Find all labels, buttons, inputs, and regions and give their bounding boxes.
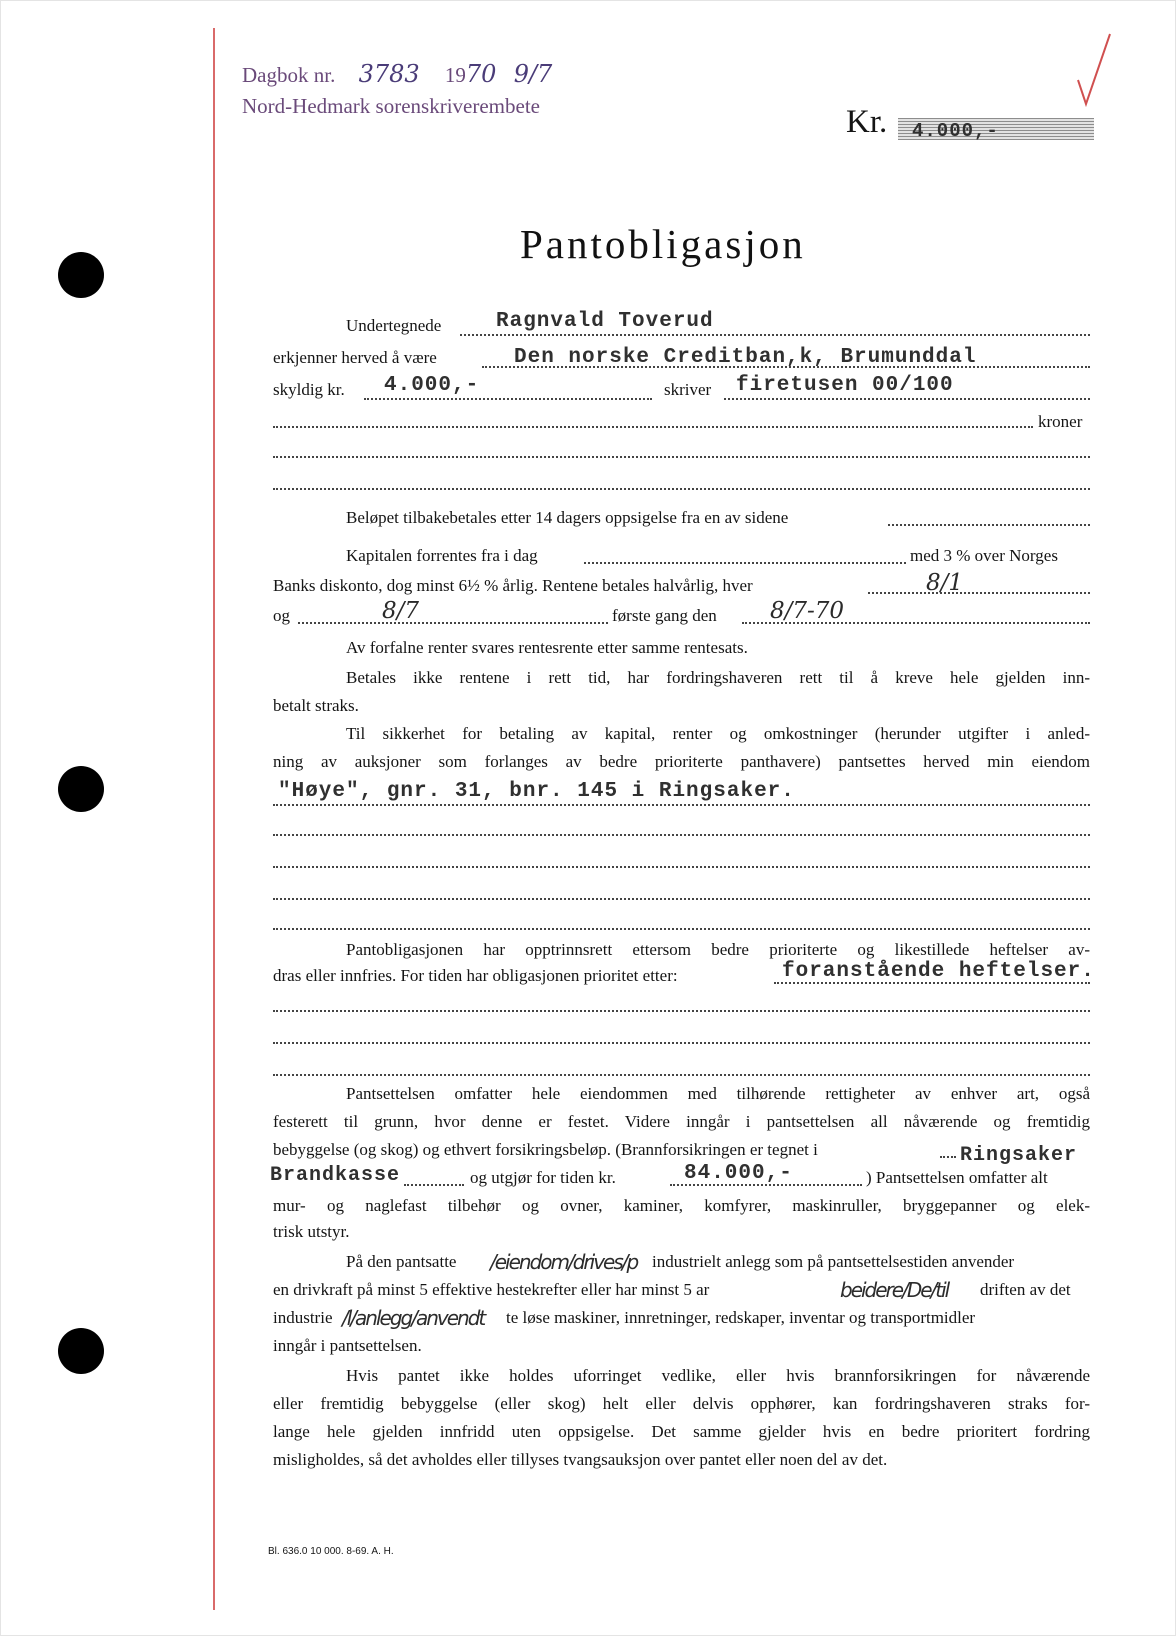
- pants-text-2: festerett til grunn, hvor denne er festet. Videre inngår i pantsettelsen all nåværende og fremtidig: [273, 1112, 1090, 1131]
- priority-blank-line-1: [273, 1010, 1090, 1012]
- kr-label: Kr.: [846, 104, 888, 140]
- skriver-line: [724, 398, 1090, 400]
- skyldig-value: 4.000,-: [384, 374, 480, 397]
- struck-text-3: /l/anlegg/anvendt: [342, 1306, 485, 1330]
- office-stamp: Nord-Hedmark sorenskriverembete: [242, 94, 540, 118]
- amount-value: 84.000,-: [684, 1162, 793, 1185]
- kroner-label: kroner: [1038, 412, 1083, 431]
- skyldig-label: skyldig kr.: [273, 380, 345, 399]
- industrial-text-2b: driften av det: [980, 1280, 1071, 1299]
- printer-code: Bl. 636.0 10 000. 8-69. A. H.: [268, 1546, 394, 1557]
- skyldig-line: [364, 398, 652, 400]
- insurer-line-1: [940, 1156, 956, 1158]
- priority-blank-line-3: [273, 1074, 1090, 1076]
- kroner-line: [273, 426, 1033, 428]
- property-value: "Høye", gnr. 31, bnr. 145 i Ringsaker.: [278, 780, 795, 803]
- year-suffix: 70: [465, 60, 497, 88]
- insurer-value-2: Brandkasse: [270, 1164, 401, 1187]
- property-blank-line-1: [273, 834, 1090, 836]
- insurer-line-2: [404, 1184, 464, 1186]
- og-utgjor-text: og utgjør for tiden kr.: [470, 1168, 616, 1187]
- forste-value: 8/7-70: [770, 598, 845, 624]
- industrial-text-1b: industrielt anlegg som på pantsettelsestiden anvender: [652, 1252, 1015, 1271]
- dagbok-stamp: [242, 60, 552, 88]
- banks-value: 8/1: [926, 570, 964, 596]
- undertegnede-value: Ragnvald Toverud: [496, 310, 714, 333]
- property-line: [273, 804, 1090, 806]
- final-text-2: eller fremtidig bebyggelse (eller skog) helt eller delvis opphører, kan fordringshaveren straks for-: [273, 1394, 1090, 1413]
- stamp-date: 9/7: [513, 60, 553, 88]
- check-mark-icon: [1074, 30, 1114, 110]
- undertegnede-label: Undertegnede: [346, 316, 442, 335]
- skriver-label: skriver: [664, 380, 712, 399]
- belopet-text: Beløpet tilbakebetales etter 14 dagers oppsigelse fra en av sidene: [346, 508, 789, 527]
- til-sikkerhet-text-2: ning av auksjoner som forlanges av bedre prioriterte panthavere) pantsettes herved min eiendom: [273, 752, 1090, 771]
- struck-text-2: beidere/De/til: [840, 1278, 949, 1302]
- industrial-text-1a: På den pantsatte: [346, 1252, 457, 1271]
- av-forfalne-text: Av forfalne renter svares rentesrente etter samme rentesats.: [346, 638, 748, 657]
- erkjenner-value: Den norske Creditban,k, Brumunddal: [514, 346, 977, 369]
- kapitalen-line: [584, 562, 906, 564]
- banks-text: Banks diskonto, dog minst 6½ % årlig. Rentene betales halvårlig, hver: [273, 576, 753, 595]
- til-sikkerhet-text-1: Til sikkerhet for betaling av kapital, renter og omkostninger (herunder utgifter i anled-: [346, 724, 1090, 743]
- pants-text-5: mur- og naglefast tilbehør og ovner, kaminer, komfyrer, maskinruller, bryggepanner og elek-: [273, 1196, 1090, 1215]
- dagbok-number: 3783: [358, 60, 420, 88]
- priority-text-1: Pantobligasjonen har opptrinnsrett ettersom bedre prioriterte og likestillede heftelser av-: [346, 940, 1090, 959]
- final-text-4: misligholdes, så det avholdes eller tillyses tvangsauksjon over pantet eller noen del av det.: [273, 1450, 888, 1469]
- final-text-3: lange hele gjelden innfridd uten oppsigelse. Det samme gjelder hvis en bedre prioritert fordring: [273, 1422, 1090, 1441]
- property-blank-line-4: [273, 928, 1090, 930]
- priority-value: foranstående heftelser.: [782, 960, 1095, 983]
- struck-text-1: /eiendom/drives/p: [490, 1250, 638, 1274]
- blank-line-1: [273, 456, 1090, 458]
- industrial-text-3a: industrie: [273, 1308, 333, 1327]
- property-blank-line-3: [273, 898, 1090, 900]
- document-title: Pantobligasjon: [520, 221, 806, 267]
- punch-hole-bottom: [58, 1328, 104, 1374]
- priority-text-2: dras eller innfries. For tiden har obligasjonen prioritet etter:: [273, 966, 678, 985]
- dagbok-label: Dagbok nr.: [242, 63, 336, 87]
- priority-blank-line-2: [273, 1042, 1090, 1044]
- betales-text-1: Betales ikke rentene i rett tid, har fordringshaveren rett til å kreve hele gjelden inn-: [346, 668, 1090, 687]
- punch-hole-top: [58, 252, 104, 298]
- pants-text-4: ) Pantsettelsen omfatter alt: [866, 1168, 1048, 1187]
- blank-line-2: [273, 488, 1090, 490]
- punch-hole-middle: [58, 766, 104, 812]
- kr-amount-value: 4.000,-: [912, 120, 999, 142]
- og-label: og: [273, 606, 290, 625]
- pants-text-1: Pantsettelsen omfatter hele eiendommen med tilhørende rettigheter av enhver art, også: [346, 1084, 1090, 1103]
- insurer-value-1: Ringsaker: [960, 1144, 1078, 1167]
- property-blank-line-2: [273, 866, 1090, 868]
- year-prefix: 19: [444, 63, 466, 87]
- erkjenner-label: erkjenner herved å være: [273, 348, 437, 367]
- kapitalen-text-a: Kapitalen forrentes fra i dag: [346, 546, 538, 565]
- industrial-text-2a: en drivkraft på minst 5 effektive hestekrefter eller har minst 5 ar: [273, 1280, 710, 1299]
- belopet-line: [888, 524, 1090, 526]
- betales-text-2: betalt straks.: [273, 696, 359, 715]
- og-line: [298, 622, 608, 624]
- forste-label: første gang den: [612, 606, 717, 625]
- industrial-text-4: inngår i pantsettelsen.: [273, 1336, 422, 1355]
- red-margin-line: [213, 28, 215, 1610]
- kapitalen-text-b: med 3 % over Norges: [910, 546, 1058, 565]
- final-text-1: Hvis pantet ikke holdes uforringet vedlike, eller hvis brannforsikringen for nåværende: [346, 1366, 1090, 1385]
- undertegnede-line: [460, 334, 1090, 336]
- pants-text-3: bebyggelse (og skog) og ethvert forsikringsbeløp. (Brannforsikringen er tegnet i: [273, 1140, 818, 1159]
- industrial-text-3b: te løse maskiner, innretninger, redskaper, inventar og transportmidler: [506, 1308, 976, 1327]
- og-value: 8/7: [382, 598, 420, 624]
- skriver-value: firetusen 00/100: [736, 374, 954, 397]
- pants-text-6: trisk utstyr.: [273, 1222, 350, 1241]
- banks-line: [868, 592, 1090, 594]
